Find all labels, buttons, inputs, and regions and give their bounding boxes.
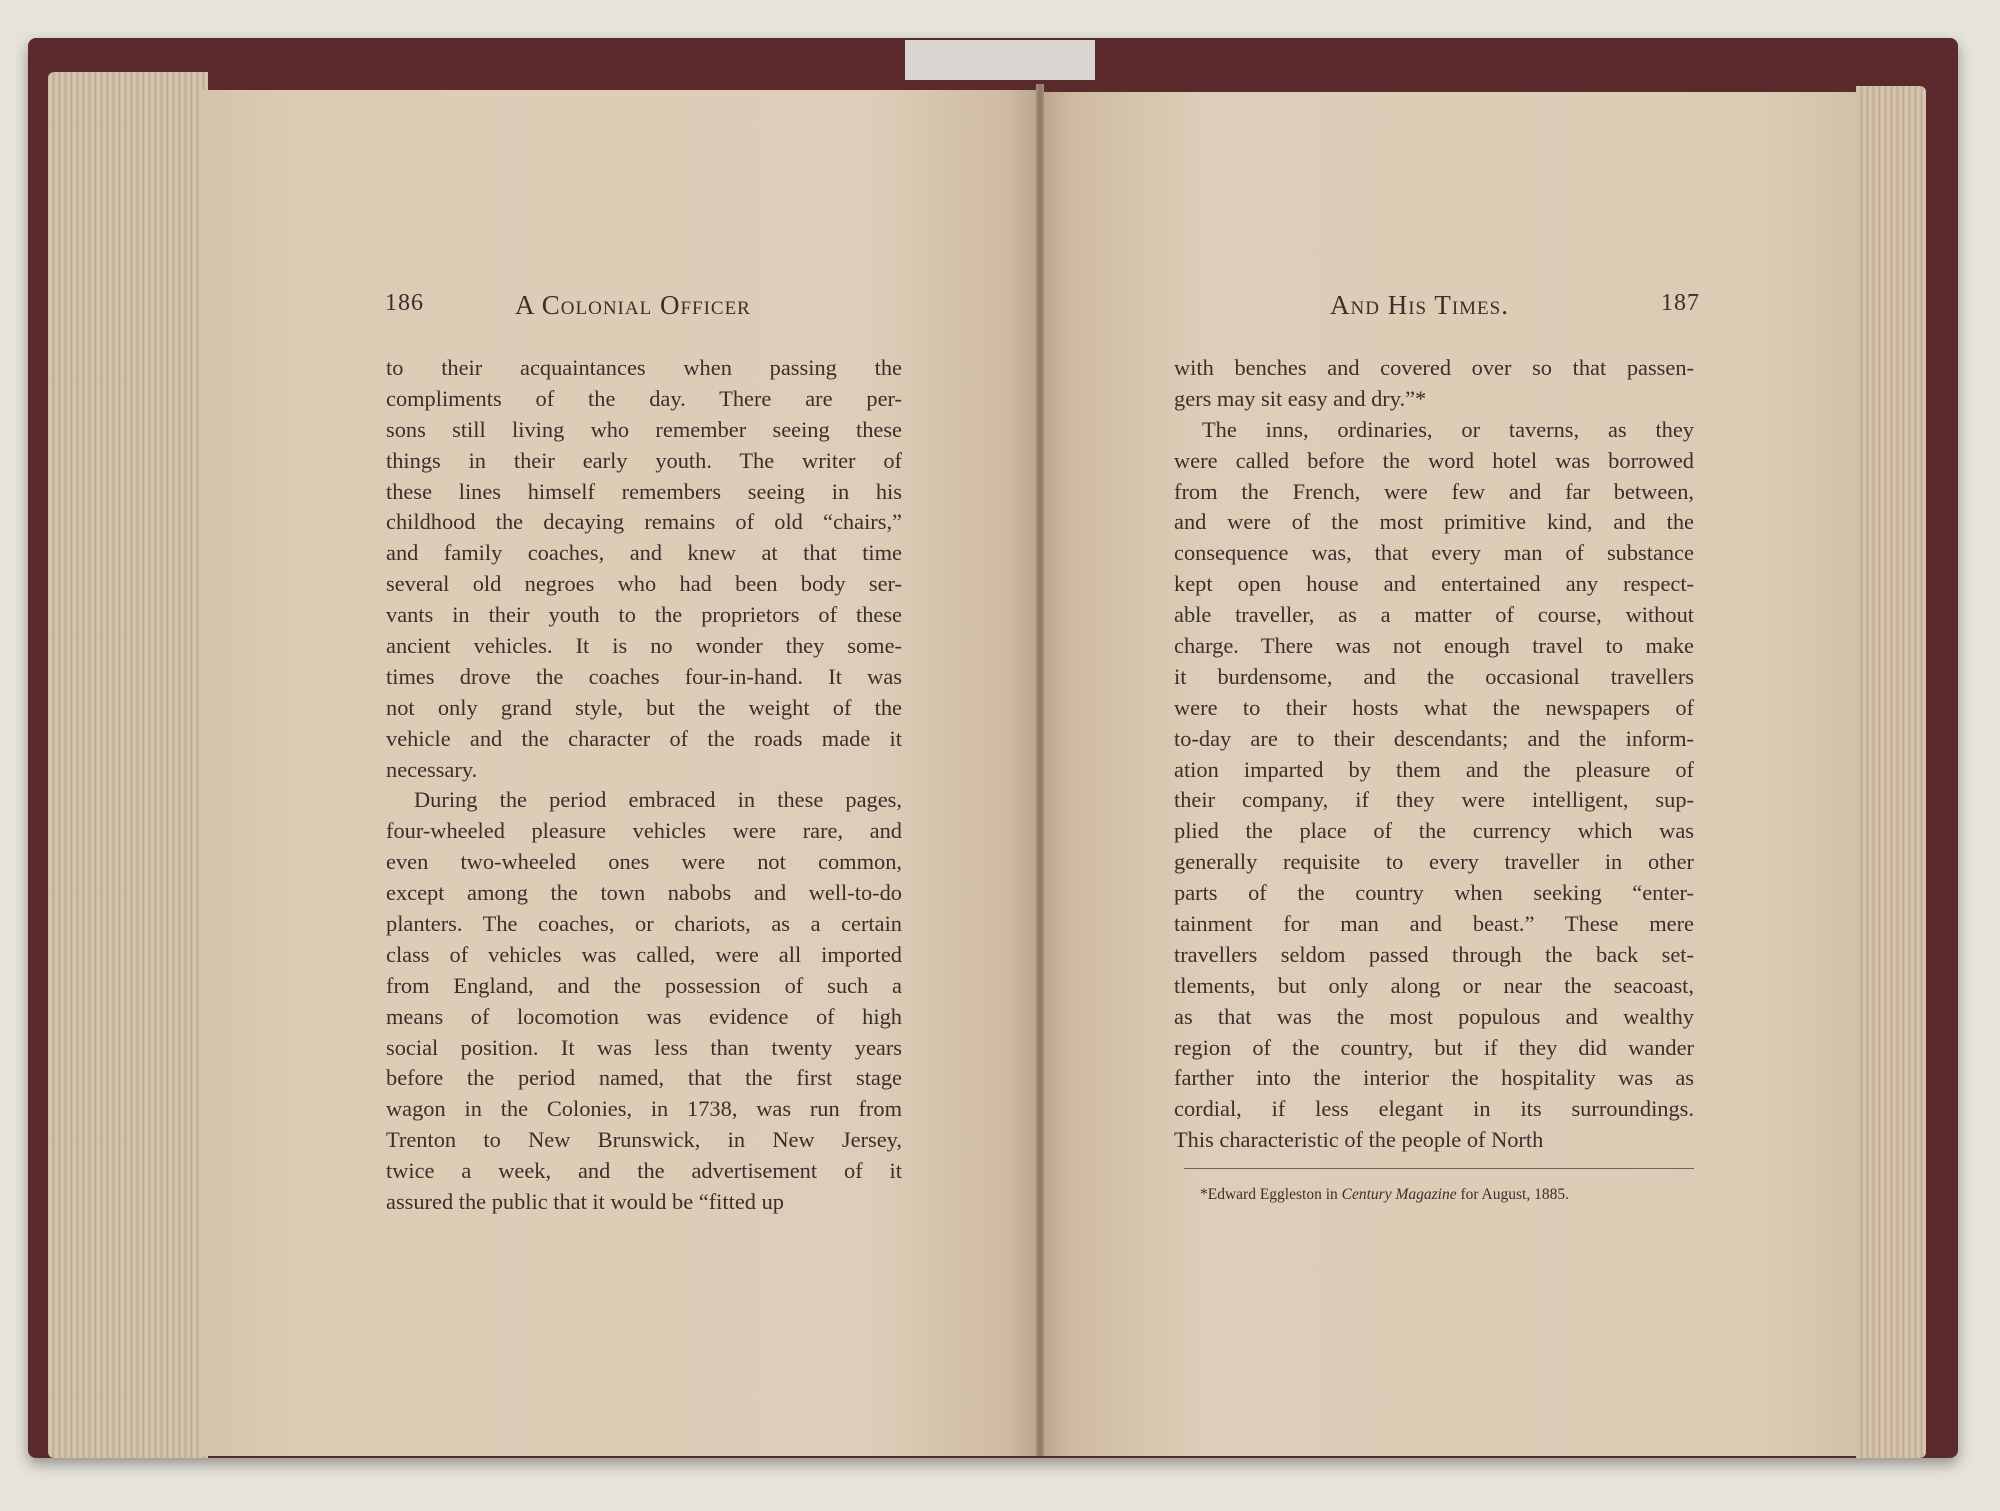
right-page-header	[1320, 290, 1700, 330]
text-line: four-wheeled pleasure vehicles were rare, and	[386, 818, 902, 844]
right-page-body	[1174, 353, 1694, 1156]
text-line: sons still living who remember seeing these	[386, 416, 902, 442]
text-line: things in their early youth. The writer of	[386, 447, 902, 473]
text-line: gers may sit easy and dry.”*	[1174, 385, 1427, 411]
text-line: and were of the most primitive kind, and the	[1174, 509, 1694, 535]
footnote-prefix: *Edward Eggleston in	[1200, 1186, 1342, 1203]
book-gutter	[1036, 84, 1044, 1456]
text-line: with benches and covered over so that passen-	[1174, 355, 1694, 380]
text-line: plied the place of the currency which was	[1174, 818, 1694, 844]
text-line: twice a week, and the advertisement of it	[386, 1158, 902, 1184]
text-line: cordial, if less elegant in its surroundings.	[1174, 1096, 1694, 1122]
text-line: these lines himself remembers seeing in his	[386, 478, 902, 504]
page-edges-right	[1856, 86, 1926, 1458]
text-line: vehicle and the character of the roads made it	[386, 725, 902, 751]
text-line: travellers seldom passed through the back set-	[1174, 941, 1694, 967]
text-line: social position. It was less than twenty years	[386, 1034, 902, 1060]
left-page-number: 186	[385, 290, 424, 316]
text-line: consequence was, that every man of substance	[1174, 540, 1694, 566]
text-line: from England, and the possession of such a	[386, 972, 902, 998]
text-line: necessary.	[386, 756, 478, 782]
text-line: as that was the most populous and wealthy	[1174, 1003, 1694, 1029]
text-line: were called before the word hotel was borrowed	[1174, 447, 1694, 473]
spine-gap	[905, 40, 1095, 80]
text-line: compliments of the day. There are per-	[386, 385, 902, 411]
left-page-header	[385, 290, 775, 330]
footnote-magazine: Century Magazine	[1341, 1186, 1457, 1203]
text-line: except among the town nabobs and well-to-do	[386, 880, 902, 906]
text-line: able traveller, as a matter of course, without	[1174, 602, 1694, 628]
text-line: farther into the interior the hospitality was as	[1174, 1065, 1694, 1091]
text-line: from the French, were few and far between,	[1174, 478, 1694, 504]
text-line: childhood the decaying remains of old “chairs,”	[386, 509, 902, 535]
text-line: before the period named, that the first stage	[386, 1065, 902, 1091]
text-line: generally requisite to every traveller in other	[1174, 849, 1694, 875]
text-line: even two-wheeled ones were not common,	[386, 849, 902, 875]
text-line: their company, if they were intelligent, sup-	[1174, 787, 1694, 813]
right-page-number: 187	[1661, 290, 1700, 316]
text-line: kept open house and entertained any respect-	[1174, 571, 1694, 597]
text-line: charge. There was not enough travel to make	[1174, 633, 1694, 659]
text-line: times drove the coaches four-in-hand. It was	[386, 663, 902, 689]
left-page-body	[386, 353, 902, 1218]
text-line: wagon in the Colonies, in 1738, was run from	[386, 1096, 902, 1122]
right-running-head: And His Times.	[1330, 290, 1509, 320]
text-line: tlements, but only along or near the seacoast,	[1174, 972, 1694, 998]
text-line: were to their hosts what the newspapers of	[1174, 694, 1694, 720]
text-line: assured the public that it would be “fitted up	[386, 1189, 784, 1215]
text-line: This characteristic of the people of North	[1174, 1127, 1544, 1153]
text-line: Trenton to New Brunswick, in New Jersey,	[386, 1127, 902, 1153]
footnote-suffix: for August, 1885.	[1456, 1186, 1569, 1203]
text-line: and family coaches, and knew at that time	[386, 540, 902, 566]
text-line: means of locomotion was evidence of high	[386, 1003, 902, 1029]
text-line: not only grand style, but the weight of the	[386, 694, 902, 720]
text-line: planters. The coaches, or chariots, as a certain	[386, 911, 902, 937]
page-edges-left	[48, 72, 208, 1458]
left-running-head: A Colonial Officer	[515, 290, 751, 320]
text-line: class of vehicles was called, were all imported	[386, 941, 902, 967]
text-line: During the period embraced in these pages,	[414, 787, 902, 813]
footnote-rule	[1184, 1168, 1694, 1169]
text-line: several old negroes who had been body ser-	[386, 571, 902, 597]
text-line: ancient vehicles. It is no wonder they some-	[386, 633, 902, 659]
text-line: The inns, ordinaries, or taverns, as they	[1202, 416, 1694, 442]
footnote	[1200, 1184, 1700, 1206]
text-line: parts of the country when seeking “enter-	[1174, 880, 1694, 906]
text-line: it burdensome, and the occasional travellers	[1174, 663, 1694, 689]
text-line: ation imparted by them and the pleasure of	[1174, 756, 1694, 782]
text-line: region of the country, but if they did wander	[1174, 1034, 1694, 1060]
text-line: to-day are to their descendants; and the inform-	[1174, 725, 1694, 751]
text-line: tainment for man and beast.” These mere	[1174, 911, 1694, 937]
text-line: vants in their youth to the proprietors of these	[386, 602, 902, 628]
text-line: to their acquaintances when passing the	[386, 355, 902, 380]
